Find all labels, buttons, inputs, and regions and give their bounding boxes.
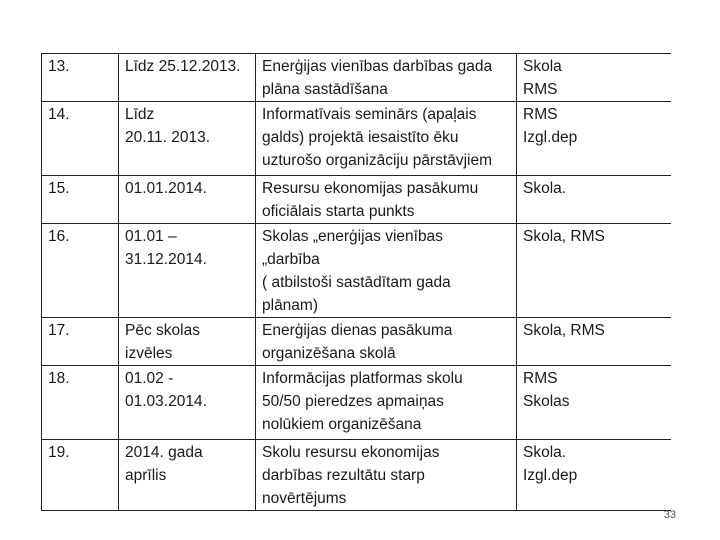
row-number-cell: 15. [42, 176, 119, 224]
responsible-cell: Skola. Izgl.dep [517, 440, 672, 511]
date-cell: Līdz 25.12.2013. [119, 54, 256, 102]
activity-cell: Informācijas platformas skolu 50/50 pieredzes apmaiņas nolūkiem organizēšana [256, 366, 517, 440]
row-number-cell: 17. [42, 318, 119, 366]
activity-cell: Skolas „enerģijas vienības „darbība ( atbilstoši sastādītam gada plānam) [256, 224, 517, 318]
responsible-cell: Skola RMS [517, 54, 672, 102]
row-number-cell: 13. [42, 54, 119, 102]
date-cell: 01.01.2014. [119, 176, 256, 224]
responsible-cell: RMS Izgl.dep [517, 102, 672, 176]
row-number-cell: 19. [42, 440, 119, 511]
table-row [42, 54, 672, 102]
responsible-cell: Skola, RMS [517, 318, 672, 366]
row-number-cell: 16. [42, 224, 119, 318]
date-cell: 01.01 – 31.12.2014. [119, 224, 256, 318]
activity-cell: Resursu ekonomijas pasākumu oficiālais starta punkts [256, 176, 517, 224]
row-number-cell: 14. [42, 102, 119, 176]
table-row [42, 366, 672, 440]
table-row [42, 440, 672, 511]
date-cell: 01.02 - 01.03.2014. [119, 366, 256, 440]
schedule-table-body [42, 54, 672, 511]
schedule-table [41, 53, 671, 511]
table-row [42, 102, 672, 176]
table-row [42, 176, 672, 224]
activity-cell: Informatīvais seminārs (apaļais galds) projektā iesaistīto ēku uzturošo organizāciju pārstāvjiem [256, 102, 517, 176]
page-number: 33 [663, 509, 676, 521]
responsible-cell: Skola. [517, 176, 672, 224]
row-number-cell: 18. [42, 366, 119, 440]
date-cell: Pēc skolas izvēles [119, 318, 256, 366]
table-row [42, 224, 672, 318]
activity-cell: Enerģijas vienības darbības gada plāna sastādīšana [256, 54, 517, 102]
responsible-cell: RMS Skolas [517, 366, 672, 440]
activity-cell: Skolu resursu ekonomijas darbības rezultātu starp novērtējums [256, 440, 517, 511]
activity-cell: Enerģijas dienas pasākuma organizēšana skolā [256, 318, 517, 366]
date-cell: 2014. gada aprīlis [119, 440, 256, 511]
responsible-cell: Skola, RMS [517, 224, 672, 318]
table-row [42, 318, 672, 366]
date-cell: Līdz 20.11. 2013. [119, 102, 256, 176]
